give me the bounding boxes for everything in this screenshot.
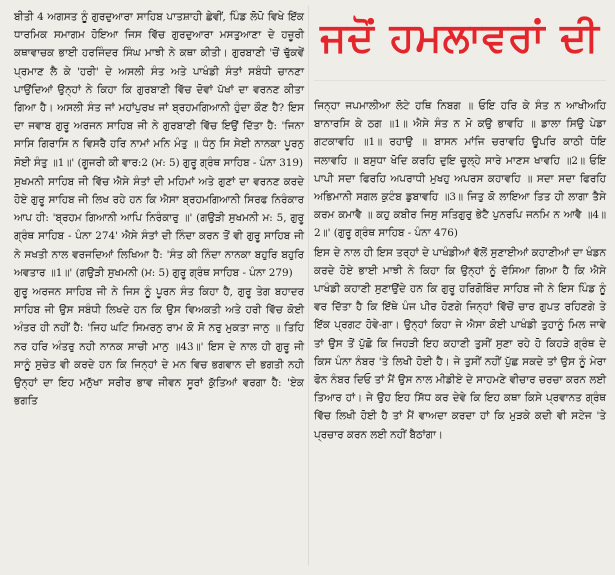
body-paragraph-3: ਗੁਰੂ ਅਰਜਨ ਸਾਹਿਬ ਜੀ ਨੇ ਜਿਸ ਨੂੰ ਪੂਰਨ ਸੰਤ ਕਿਹਾ ਹੈ, ਗੁਰੂ ਤੇਗ ਬਹਾਦਰ ਸਾਹਿਬ ਜੀ ਉਸ ਸਬੰਧੀ ਲਿਖਦੇ ਹਨ ਕਿ ਉਸ ਵਿਅਕਤੀ ਅਤੇ ਹਰੀ ਵਿੱਚ ਕੋਈ ਅੰਤਰ ਹੀ ਨਹੀਂ ਹੈ: 'ਜਿਹ ਘਟਿ ਸਿਮਰਨੁ ਰਾਮ ਕੋ ਸੋ ਨਰੁ ਮੁਕਤਾ ਜਾਨੁ ॥ ਤਿਹਿ ਨਰ ਹਰਿ ਅੰਤਰੁ ਨਹੀ ਨਾਨਕ ਸਾਚੀ ਮਾਨੁ ॥43॥' ਇਸ ਦੇ ਨਾਲ ਹੀ ਗੁਰੂ ਜੀ ਸਾਨੂੰ ਸੁਚੇਤ ਵੀ ਕਰਦੇ ਹਨ ਕਿ ਜਿਨ੍ਹਾਂ ਦੇ ਮਨ ਵਿਚ ਭਗਵਾਨ ਦੀ ਭਗਤੀ ਨਹੀ ਉਨ੍ਹਾਂ ਦਾ ਇਹ ਮਨੁੱਖਾ ਸਰੀਰ ਭਾਵ ਜੀਵਨ ਸੂਰਾਂ ਕੁੱਤਿਆਂ ਵਰਗਾ ਹੈ: 'ਏਕ ਭਗਤਿ — [14, 286, 304, 408]
right-text — [314, 97, 606, 444]
body-paragraph-2: ਸੁਖਮਨੀ ਸਾਹਿਬ ਜੀ ਵਿੱਚ ਐਸੇ ਸੰਤਾਂ ਦੀ ਮਹਿਮਾਂ ਅਤੇ ਗੁਣਾਂ ਦਾ ਵਰਨਣ ਕਰਦੇ ਹੋਏ ਗੁਰੂ ਸਾਹਿਬ ਜੀ ਲਿਖ ਰਹੇ ਹਨ ਕਿ ਐਸਾ ਬ੍ਰਹਮਗਿਆਨੀ ਸਿਰਫ ਨਿਰੰਕਾਰ ਆਪ ਹੀ: 'ਬ੍ਰਹਮ ਗਿਆਨੀ ਆਪਿ ਨਿਰੰਕਾਰੁ ॥' (ਗਉੜੀ ਸੁਖਮਨੀ ਮ: 5, ਗੁਰੂ ਗ੍ਰੰਥ ਸਾਹਿਬ - ਪੰਨਾ 274' ਐਸੇ ਸੰਤਾਂ ਦੀ ਨਿੰਦਾ ਕਰਨ ਤੋਂ ਵੀ ਗੁਰੂ ਸਾਹਿਬ ਜੀ ਨੇ ਸਖਤੀ ਨਾਲ ਵਰਜਦਿਆਂ ਲਿਖਿਆ ਹੈ: 'ਸੰਤ ਕੀ ਨਿੰਦਾ ਨਾਨਕਾ ਬਹੁਰਿ ਬਹੁਰਿ ਅਵਤਾਰ ॥1॥' (ਗਉੜੀ ਸੁਖਮਨੀ (ਮ: 5) ਗੁਰੂ ਗ੍ਰੰਥ ਸਾਹਿਬ - ਪੰਨਾ 279) — [14, 175, 304, 279]
column-divider — [308, 6, 309, 566]
left-column — [14, 8, 304, 411]
body-paragraph-4: ਜਿਨ੍ਹਾ ਜਪਮਾਲੀਆ ਲੋਟੇ ਹਥਿ ਨਿਬਗ ॥ ਓਇ ਹਰਿ ਕੇ ਸੰਤ ਨ ਆਖੀਅਹਿ ਬਾਨਾਰਸਿ ਕੇ ਠਗ ॥1॥ ਐਸੇ ਸੰਤ ਨ ਮੋ ਕਉ ਭਾਵਹਿ ॥ ਡਾਲਾ ਸਿਉ ਪੇਡਾ ਗਟਕਾਵਹਿ ॥1॥ ਰਹਾਉ ॥ ਬਾਸਨ ਮਾਂਜਿ ਚਰਾਵਹਿ ਊਪਰਿ ਕਾਠੀ ਧੋਇ ਜਲਾਵਹਿ ॥ ਬਸੁਧਾ ਖੋਦਿ ਕਰਹਿ ਦੁਇ ਚੂਲ੍ਹੇ ਸਾਰੇ ਮਾਣਸ ਖਾਵਹਿ ॥2॥ ਓਇ ਪਾਪੀ ਸਦਾ ਫਿਰਹਿ ਅਪਰਾਧੀ ਮੁਖਹੁ ਅਪਰਸ ਕਹਾਵਹਿ ॥ ਸਦਾ ਸਦਾ ਫਿਰਹਿ ਅਭਿਮਾਨੀ ਸਗਲ ਕੁਟੰਬ ਡੁਬਾਵਹਿ ॥3॥ ਜਿਤੁ ਕੋ ਲਾਇਆ ਤਿਤ ਹੀ ਲਾਗਾ ਤੈਸੇ ਕਰਮ ਕਮਾਵੈ ॥ ਕਹੁ ਕਬੀਰ ਜਿਸੁ ਸਤਿਗੁਰੁ ਭੇਟੈ ਪੁਨਰਪਿ ਜਨਮਿ ਨ ਆਵੈ ॥4॥2॥' (ਗੁਰੂ ਗ੍ਰੰਥ ਸਾਹਿਬ - ਪੰਨਾ 476) — [314, 100, 606, 240]
right-column — [314, 0, 606, 445]
body-paragraph-1: ਬੀਤੀ 4 ਅਗਸਤ ਨੂੰ ਗੁਰਦੁਆਰਾ ਸਾਹਿਬ ਪਾਤਸ਼ਾਹੀ ਛੇਵੀਂ, ਪਿੰਡ ਲੋਪੋ ਵਿਖੇ ਇੱਕ ਧਾਰਮਿਕ ਸਮਾਗਮ ਹੋਇਆ ਜਿਸ ਵਿੱਚ ਗੁਰਦੁਆਰਾ ਮਸਤੁਆਣਾ ਦੇ ਹਜ਼ੂਰੀ ਕਥਾਵਾਚਕ ਭਾਈ ਹਰਜਿੰਦਰ ਸਿੰਘ ਮਾਝੀ ਨੇ ਕਥਾ ਕੀਤੀ। ਗੁਰਬਾਣੀ 'ਚੋਂ ਢੁੱਕਵੇਂ ਪ੍ਰਮਾਣ ਲੈ ਕੇ 'ਹਰੀ' ਦੇ ਅਸਲੀ ਸੰਤ ਅਤੇ ਪਾਖੰਡੀ ਸੰਤਾਂ ਸਬੰਧੀ ਚਾਨਣਾ ਪਾਉਂਦਿਆਂ ਉਨ੍ਹਾਂ ਨੇ ਕਿਹਾ ਕਿ ਗੁਰਬਾਣੀ ਵਿੱਚ ਦੋਵਾਂ ਪੱਖਾਂ ਦਾ ਵਰਨਣ ਕੀਤਾ ਗਿਆ ਹੈ। ਅਸਲੀ ਸੰਤ ਜਾਂ ਮਹਾਂਪੁਰਖ ਜਾਂ ਬ੍ਰਹਮਗਿਆਨੀ ਹੁੰਦਾ ਕੌਣ ਹੈ? ਇਸ ਦਾ ਜਵਾਬ ਗੁਰੂ ਅਰਜਨ ਸਾਹਿਬ ਜੀ ਨੇ ਗੁਰਬਾਣੀ ਵਿੱਚ ਇਉਂ ਦਿੱਤਾ ਹੈ: 'ਜਿਨਾ ਸਾਸਿ ਗਿਰਾਸਿ ਨ ਵਿਸਰੈ ਹਰਿ ਨਾਮਾਂ ਮਨਿ ਮੰਤੁ ॥ ਧੰਨੁ ਸਿ ਸੇਈ ਨਾਨਕਾ ਪੂਰਨੁ ਸੋਈ ਸੰਤੁ ॥1॥' (ਗੂਜਰੀ ਕੀ ਵਾਰ:2 (ਮ: 5) ਗੁਰੂ ਗ੍ਰੰਥ ਸਾਹਿਬ - ਪੰਨਾ 319) — [14, 11, 304, 169]
body-paragraph-5: ਇਸ ਦੇ ਨਾਲ ਹੀ ਇਸ ਤਰ੍ਹਾਂ ਦੇ ਪਾਖੰਡੀਆਂ ਵੱਲੋਂ ਸੁਣਾਈਆਂ ਕਹਾਣੀਆਂ ਦਾ ਖੰਡਨ ਕਰਦੇ ਹੋਏ ਭਾਈ ਮਾਝੀ ਨੇ ਕਿਹਾ ਕਿ ਉਨ੍ਹਾਂ ਨੂੰ ਦੱਸਿਆ ਗਿਆ ਹੈ ਕਿ ਐਸੇ ਪਾਖੰਡੀ ਕਹਾਣੀ ਸੁਣਾਉਂਦੇ ਹਨ ਕਿ ਗੁਰੂ ਹਰਿਗੋਬਿੰਦ ਸਾਹਿਬ ਜੀ ਨੇ ਇਸ ਪਿੰਡ ਨੂੰ ਵਰ ਦਿੱਤਾ ਹੈ ਕਿ ਇੱਥੇ ਪੰਜ ਪੀਰ ਹੋਣਗੇ ਜਿਨ੍ਹਾਂ ਵਿੱਚੋਂ ਚਾਰ ਗੁਪਤ ਰਹਿਣਗੇ ਤੇ ਇੱਕ ਪ੍ਰਗਟ ਹੋਵੇ-ਗਾ। ਉਨ੍ਹਾਂ ਕਿਹਾ ਜੇ ਐਸਾ ਕੋਈ ਪਾਖੰਡੀ ਤੁਹਾਨੂੰ ਮਿਲ ਜਾਵੇ ਤਾਂ ਉਸ ਤੋਂ ਪੁੱਛੋ ਕਿ ਜਿਹੜੀ ਇਹ ਕਹਾਣੀ ਤੁਸੀਂ ਸੁਣਾ ਰਹੇ ਹੋ ਕਿਹੜੇ ਗ੍ਰੰਥ ਦੇ ਕਿਸ ਪੰਨਾ ਨੰਬਰ 'ਤੇ ਲਿਖੀ ਹੋਈ ਹੈ। ਜੇ ਤੁਸੀਂ ਨਹੀਂ ਪੁੱਛ ਸਕਦੇ ਤਾਂ ਉਸ ਨੂੰ ਮੇਰਾ ਫੋਨ ਨੰਬਰ ਦਿਓ ਤਾਂ ਮੈਂ ਉਸ ਨਾਲ ਮੀਡੀਏ ਦੇ ਸਾਹਮਣੇ ਵੀਚਾਰ ਚਰਚਾ ਕਰਨ ਲਈ ਤਿਆਰ ਹਾਂ। ਜੇ ਉਹ ਇਹ ਸਿੱਧ ਕਰ ਦੇਵੇ ਕਿ ਇਹ ਕਥਾ ਕਿਸੇ ਪ੍ਰਵਾਨਤ ਗ੍ਰੰਥ ਵਿੱਚ ਲਿਖੀ ਹੋਈ ਹੈ ਤਾਂ ਮੈਂ ਵਾਅਦਾ ਕਰਦਾ ਹਾਂ ਕਿ ਮੁੜਕੇ ਕਦੀ ਵੀ ਸਟੇਜ 'ਤੇ ਪ੍ਰਚਾਰ ਕਰਨ ਲਈ ਨਹੀਂ ਬੈਠਾਂਗਾ। — [314, 246, 606, 441]
headline: ਜਦੋਂ ਹਮਲਾਵਰਾਂ ਦੀ — [314, 0, 606, 81]
